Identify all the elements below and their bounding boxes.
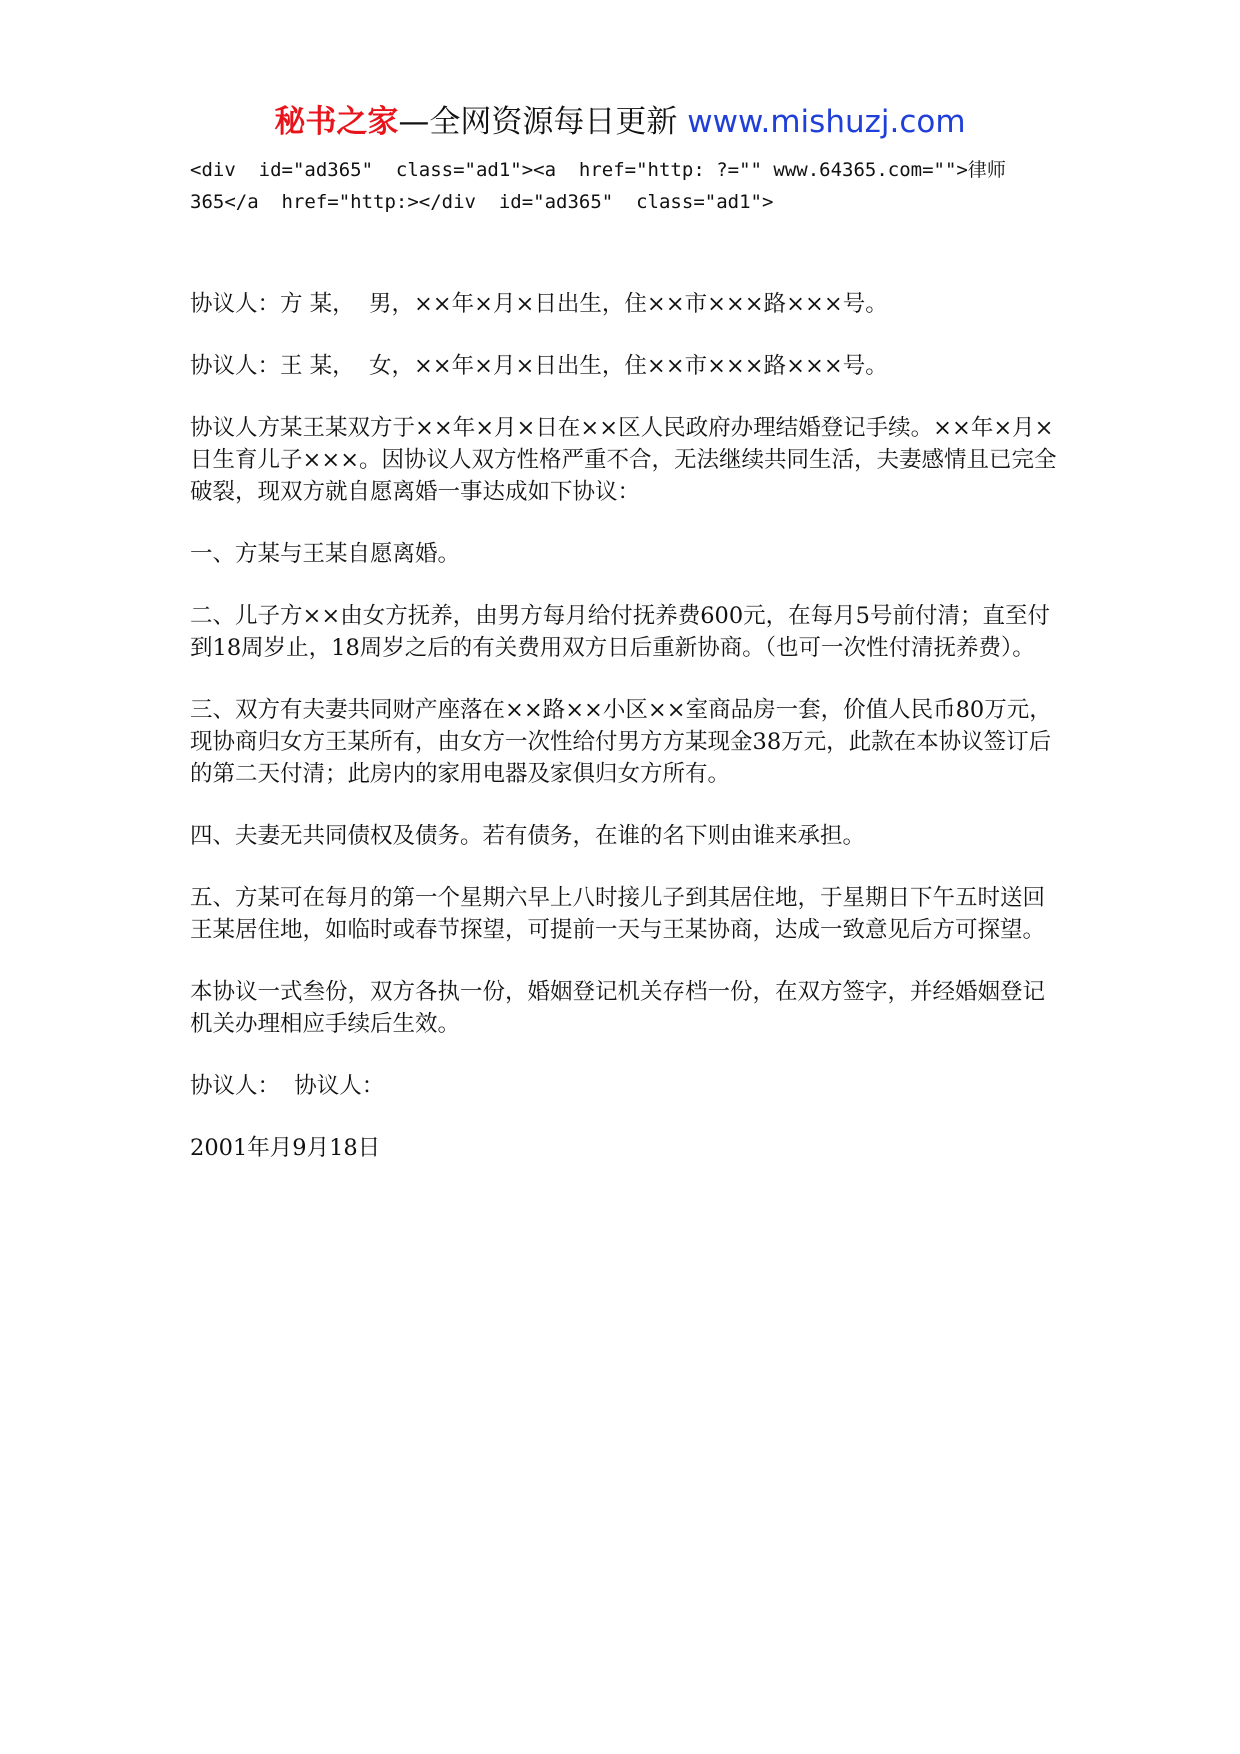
code-line-1: <div id="ad365" class="ad1"><a href="http: ?="" www.64365.com="">律师 xyxy=(190,159,1006,181)
code-line-2: 365</a href="http:></div id="ad365" class="ad1"> xyxy=(190,191,774,213)
site-url-link[interactable]: www.mishuzj.com xyxy=(687,104,966,140)
site-header xyxy=(0,102,1240,142)
clause-1: 一、方某与王某自愿离婚。 xyxy=(190,541,461,567)
clause-2: 二、儿子方××由女方抚养，由男方每月给付抚养费600元，在每月5号前付清；直至付到18周岁止，18周岁之后的有关费用双方日后重新协商。（也可一次性付清抚养费）。 xyxy=(190,603,1050,661)
clause-3: 三、双方有夫妻共同财产座落在××路××小区××室商品房一套，价值人民币80万元，现协商归女方王某所有，由女方一次性给付男方方某现金38万元，此款在本协议签订后的第二天付清；此房内的家用电器及家俱归女方所有。 xyxy=(190,697,1052,787)
site-slogan: —全网资源每日更新 xyxy=(398,104,688,140)
clause-4: 四、夫妻无共同债权及债务。若有债务，在谁的名下则由谁来承担。 xyxy=(190,823,866,849)
date-line: 2001年月9月18日 xyxy=(190,1135,381,1161)
clause-5: 五、方某可在每月的第一个星期六早上八时接儿子到其居住地，于星期日下午五时送回王某居住地，如临时或春节探望，可提前一天与王某协商，达成一致意见后方可探望。 xyxy=(190,885,1046,943)
party-male-line: 协议人：方 某， 男，××年×月×日出生，住××市×××路×××号。 xyxy=(190,291,888,317)
document-body xyxy=(190,288,1060,1194)
signature-line: 协议人： 协议人： xyxy=(190,1073,385,1099)
site-brand: 秘书之家 xyxy=(274,104,399,140)
effectiveness-paragraph: 本协议一式叁份，双方各执一份，婚姻登记机关存档一份，在双方签字，并经婚姻登记机关办理相应手续后生效。 xyxy=(190,979,1046,1037)
preamble-paragraph: 协议人方某王某双方于××年×月×日在××区人民政府办理结婚登记手续。××年×月×日生育儿子×××。因协议人双方性格严重不合，无法继续共同生活，夫妻感情且已完全破裂，现双方就自愿离婚一事达成如下协议： xyxy=(190,415,1057,505)
party-female-line: 协议人：王 某， 女，××年×月×日出生，住××市×××路×××号。 xyxy=(190,353,888,379)
